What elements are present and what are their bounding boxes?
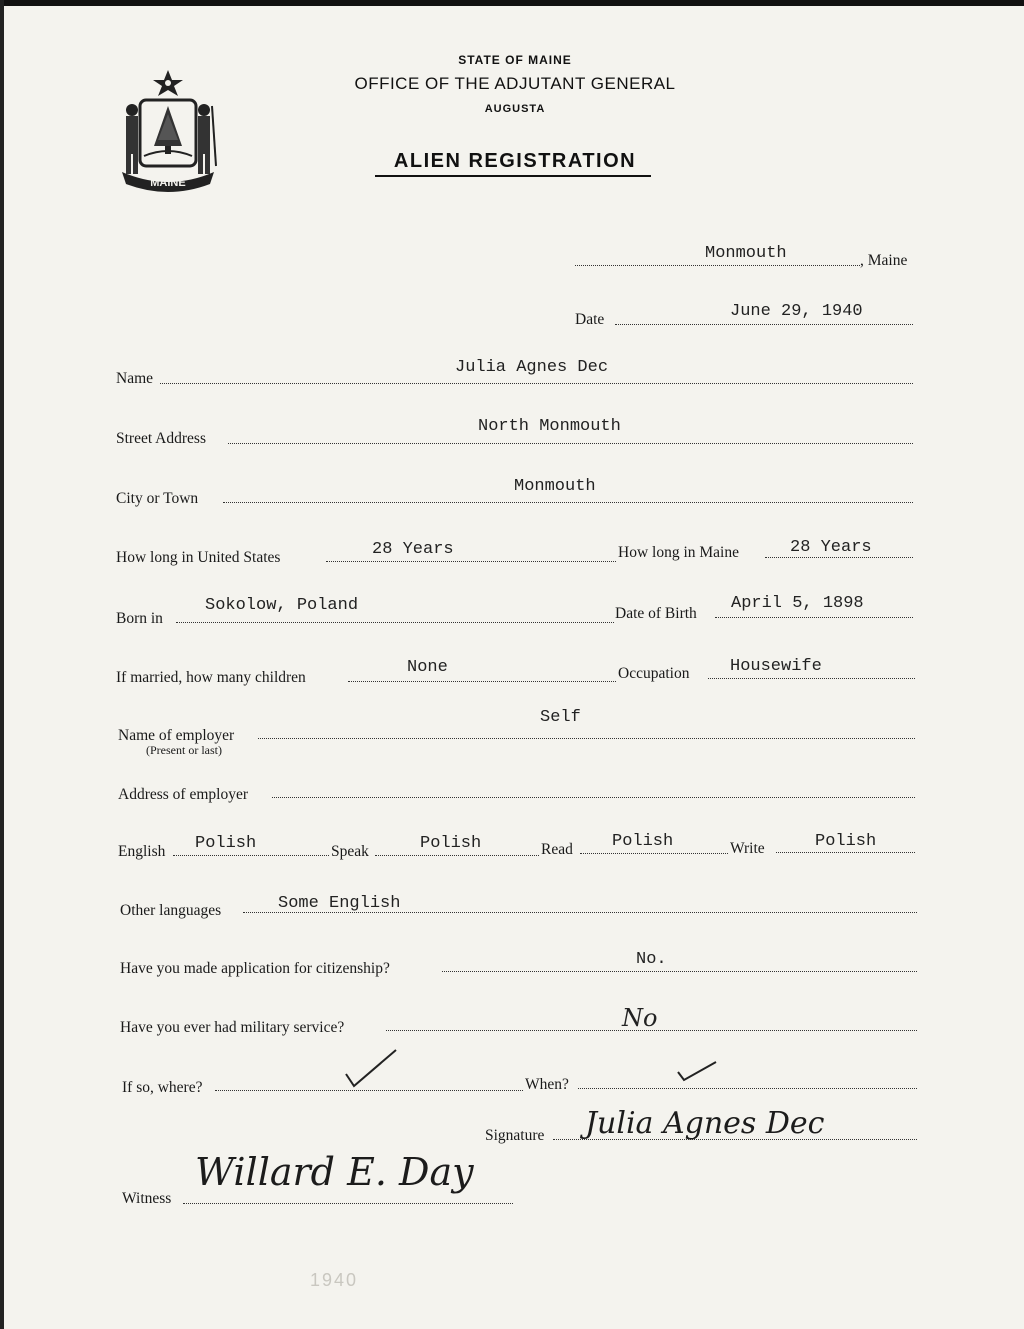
us-duration-value: 28 Years	[372, 540, 454, 559]
city-value: Monmouth	[514, 477, 596, 496]
employer-address-line	[272, 797, 915, 798]
us-duration-label: How long in United States	[116, 549, 281, 566]
employer-label: Name of employer	[118, 727, 235, 744]
us-duration-line	[326, 561, 616, 562]
town-suffix-label: , Maine	[860, 252, 908, 269]
witness-line	[183, 1203, 513, 1204]
witness-label: Witness	[122, 1190, 172, 1207]
occupation-line	[708, 678, 915, 679]
header-state: STATE OF MAINE	[458, 53, 572, 67]
header-office: OFFICE OF THE ADJUTANT GENERAL	[354, 74, 676, 93]
town-line	[575, 265, 860, 266]
where-checkmark-icon	[340, 1048, 400, 1090]
title-underline	[375, 175, 651, 177]
maine-duration-value: 28 Years	[790, 538, 872, 557]
write-label: Write	[730, 840, 765, 857]
children-line	[348, 681, 616, 682]
dob-line	[715, 617, 913, 618]
write-value: Polish	[815, 832, 877, 851]
citizenship-line	[442, 971, 917, 972]
scan-border-left	[0, 0, 4, 1329]
english-label: English	[118, 843, 166, 860]
speak-line	[375, 855, 539, 856]
military-label: Have you ever had military service?	[120, 1019, 345, 1036]
english-value: Polish	[195, 834, 257, 853]
header-city: AUGUSTA	[484, 103, 546, 115]
street-value: North Monmouth	[478, 417, 621, 436]
employer-sublabel: (Present or last)	[146, 743, 222, 757]
name-line	[160, 383, 913, 384]
read-label: Read	[541, 841, 573, 858]
scan-border-top	[0, 0, 1024, 6]
birthplace-line	[176, 622, 614, 623]
dob-label: Date of Birth	[615, 605, 697, 622]
write-line	[776, 852, 915, 853]
maine-duration-label: How long in Maine	[618, 544, 739, 561]
citizenship-label: Have you made application for citizenship?	[120, 960, 390, 977]
citizenship-value: No.	[636, 950, 667, 969]
military-value-handwritten: No	[622, 1004, 658, 1032]
street-label: Street Address	[116, 430, 206, 447]
read-line	[580, 853, 728, 854]
signature-label: Signature	[485, 1127, 545, 1144]
occupation-value: Housewife	[730, 657, 822, 676]
name-value: Julia Agnes Dec	[455, 358, 609, 377]
received-stamp: 1940	[310, 1270, 359, 1290]
children-value: None	[407, 658, 448, 677]
street-line	[228, 443, 913, 444]
date-label: Date	[575, 311, 605, 328]
date-value: June 29, 1940	[730, 302, 863, 321]
city-label: City or Town	[116, 490, 199, 507]
birthplace-value: Sokolow, Poland	[205, 596, 359, 615]
occupation-label: Occupation	[618, 665, 690, 682]
employer-value: Self	[540, 708, 581, 727]
speak-value: Polish	[420, 834, 482, 853]
speak-label: Speak	[331, 843, 369, 860]
english-line	[173, 855, 329, 856]
witness-signature: Willard E. Day	[195, 1150, 474, 1194]
seal-motto: MAINE	[150, 177, 186, 189]
children-label: If married, how many children	[116, 669, 306, 686]
birthplace-label: Born in	[116, 610, 163, 627]
maine-duration-line	[765, 557, 913, 558]
city-line	[223, 502, 913, 503]
other-languages-label: Other languages	[120, 902, 222, 919]
applicant-signature: Julia Agnes Dec	[585, 1106, 825, 1141]
other-languages-value: Some English	[278, 894, 401, 913]
employer-address-label: Address of employer	[118, 786, 248, 803]
when-checkmark-icon	[676, 1060, 718, 1082]
name-label: Name	[116, 370, 154, 387]
when-line	[578, 1088, 917, 1089]
read-value: Polish	[612, 832, 674, 851]
when-label: When?	[525, 1076, 569, 1093]
date-line	[615, 324, 913, 325]
employer-line	[258, 738, 915, 739]
dob-value: April 5, 1898	[731, 594, 864, 613]
maine-state-seal-icon	[112, 66, 224, 194]
where-line	[215, 1090, 523, 1091]
town-value: Monmouth	[705, 244, 787, 263]
where-label: If so, where?	[122, 1079, 203, 1096]
form-title: ALIEN REGISTRATION	[393, 150, 637, 172]
